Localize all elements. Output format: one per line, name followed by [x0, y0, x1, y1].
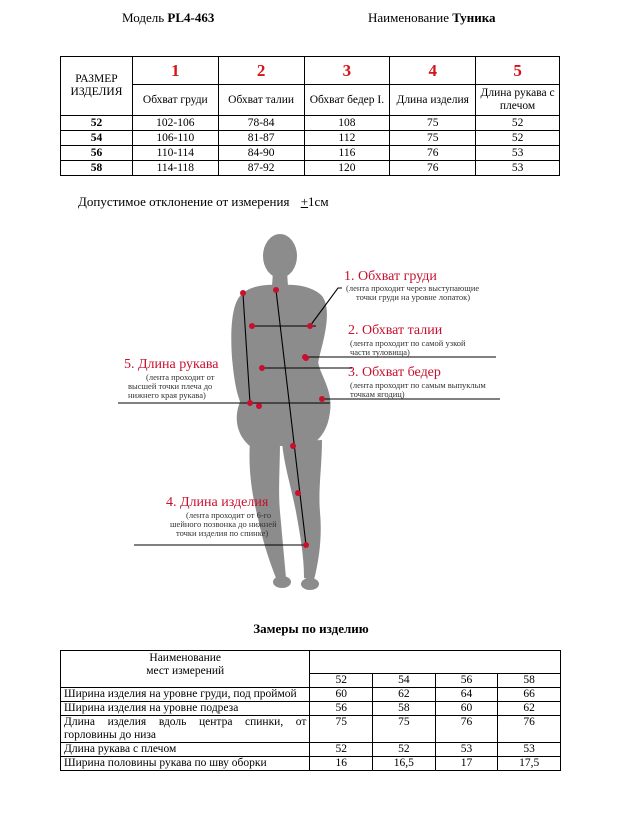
- table-row: [61, 716, 561, 743]
- size-cell: 54: [61, 131, 133, 146]
- size-cell: 56: [61, 146, 133, 161]
- value-cell: 114-118: [132, 161, 218, 176]
- value-cell: 78-84: [218, 116, 304, 131]
- value-cell: 75: [390, 116, 476, 131]
- value-cell: 120: [304, 161, 390, 176]
- value-cell: 110-114: [132, 146, 218, 161]
- column-number: 5: [476, 57, 560, 85]
- chest-point-left: [249, 323, 255, 329]
- measurement-value: 60: [435, 702, 498, 716]
- size-header-cell: 52: [310, 674, 373, 688]
- column-label: Длина изделия: [390, 85, 476, 116]
- hem-point: [256, 403, 262, 409]
- column-label: Обхват груди: [132, 85, 218, 116]
- table-row: [61, 116, 560, 131]
- annotation-sleeve-text: нижнего края рукава): [128, 390, 206, 400]
- name-header-line: мест измерений: [146, 665, 225, 677]
- measurement-value: 62: [373, 688, 436, 702]
- measurement-value: 53: [435, 743, 498, 757]
- column-number: 1: [132, 57, 218, 85]
- column-number: 2: [218, 57, 304, 85]
- column-label: Обхват бедер I.: [304, 85, 390, 116]
- annotation-sleeve-text: (лента проходит от: [146, 372, 215, 382]
- measurement-value: 66: [498, 688, 561, 702]
- annotation-waist-text: (лента проходит по самой узкой: [350, 338, 466, 348]
- plus-minus-sign: +: [300, 194, 309, 209]
- measurement-value: 64: [435, 688, 498, 702]
- value-cell: 81-87: [218, 131, 304, 146]
- shoulder-point: [240, 290, 246, 296]
- measurement-value: 76: [498, 716, 561, 743]
- column-number: 4: [390, 57, 476, 85]
- measurement-name: Длина изделия вдоль центра спинки, от горловины до низа: [61, 716, 310, 743]
- name-header-line: Наименование: [149, 652, 222, 664]
- table-row: [61, 131, 560, 146]
- annotation-chest-title: 1. Обхват груди: [344, 269, 437, 284]
- tolerance-value: 1см: [308, 194, 329, 209]
- measurement-value: 16: [310, 757, 373, 771]
- sizes-header-blank: [310, 651, 561, 674]
- measurements-table: [60, 650, 561, 771]
- measurement-value: 53: [498, 743, 561, 757]
- product-name-line: [368, 10, 496, 26]
- annotation-hips-text: точкам ягодиц): [350, 389, 405, 399]
- measurement-value: 17,5: [498, 757, 561, 771]
- value-cell: 76: [390, 146, 476, 161]
- table-row: [61, 146, 560, 161]
- model-label: Модель: [122, 10, 165, 25]
- size-header-cell: 54: [373, 674, 436, 688]
- annotation-length-title: 4. Длина изделия: [166, 495, 269, 510]
- value-cell: 112: [304, 131, 390, 146]
- measurement-value: 62: [498, 702, 561, 716]
- size-cell: 52: [61, 116, 133, 131]
- annotation-length-text: (лента проходит от 6-го: [186, 510, 272, 520]
- size-header: РАЗМЕР ИЗДЕЛИЯ: [61, 57, 133, 116]
- annotation-chest-text: точки груди на уровне лопаток): [356, 292, 471, 302]
- sleeve-end-point: [247, 400, 253, 406]
- measurement-value: 52: [310, 743, 373, 757]
- measurement-name: Ширина изделия на уровне груди, под проймой: [61, 688, 310, 702]
- size-header-cell: 56: [435, 674, 498, 688]
- annotation-hips-title: 3. Обхват бедер: [348, 365, 441, 380]
- measurement-value: 52: [373, 743, 436, 757]
- measurements-section-title: Замеры по изделию: [253, 621, 369, 636]
- value-cell: 76: [390, 161, 476, 176]
- annotation-length-text: точки изделия по спинке): [176, 528, 269, 538]
- annotation-sleeve-title: 5. Длина рукава: [124, 357, 219, 372]
- size-table: [60, 56, 560, 176]
- product-name-label: Наименование: [368, 10, 449, 25]
- value-cell: 108: [304, 116, 390, 131]
- measurement-value: 17: [435, 757, 498, 771]
- measurement-value: 60: [310, 688, 373, 702]
- value-cell: 84-90: [218, 146, 304, 161]
- table-row: [61, 702, 561, 716]
- annotation-length-text: шейного позвонка до нижней: [170, 519, 277, 529]
- annotation-hips-text: (лента проходит по самым выпуклым: [350, 380, 486, 390]
- annotation-chest-text: (лента проходит через выступающие: [346, 283, 480, 293]
- neck-point: [273, 287, 279, 293]
- value-cell: 106-110: [132, 131, 218, 146]
- body-measurement-figure: [110, 228, 510, 598]
- measurement-name: Ширина половины рукава по шву оборки: [61, 757, 310, 771]
- product-name-value: Туника: [452, 10, 496, 25]
- value-cell: 53: [476, 146, 560, 161]
- knee-point: [290, 443, 296, 449]
- value-cell: 52: [476, 116, 560, 131]
- measurement-value: 16,5: [373, 757, 436, 771]
- measurement-value: 58: [373, 702, 436, 716]
- column-label: Длина рукава с плечом: [476, 85, 560, 116]
- annotation-waist-title: 2. Обхват талии: [348, 323, 443, 338]
- measurements-name-header: [61, 651, 310, 688]
- value-cell: 52: [476, 131, 560, 146]
- measurement-value: 75: [310, 716, 373, 743]
- column-number: 3: [304, 57, 390, 85]
- model-value: PL4-463: [167, 10, 215, 25]
- hips-point-right: [303, 355, 309, 361]
- value-cell: 102-106: [132, 116, 218, 131]
- measurement-value: 75: [373, 716, 436, 743]
- table-row: [61, 743, 561, 757]
- value-cell: 75: [390, 131, 476, 146]
- hips-side-point: [319, 396, 325, 402]
- length-end-point: [303, 542, 309, 548]
- annotation-waist-text: части туловища): [350, 347, 410, 357]
- model-line: [122, 10, 214, 26]
- table-row: [61, 688, 561, 702]
- chest-point-right: [307, 323, 313, 329]
- annotation-sleeve-text: высшей точки плеча до: [128, 381, 213, 391]
- tolerance-text: Допустимое отклонение от измерения: [78, 194, 290, 209]
- column-label: Обхват талии: [218, 85, 304, 116]
- hips-point-left: [259, 365, 265, 371]
- measurement-value: 56: [310, 702, 373, 716]
- value-cell: 87-92: [218, 161, 304, 176]
- table-row: [61, 757, 561, 771]
- measurement-name: Длина рукава с плечом: [61, 743, 310, 757]
- size-header-cell: 58: [498, 674, 561, 688]
- calf-point: [295, 490, 301, 496]
- table-row: [61, 161, 560, 176]
- value-cell: 116: [304, 146, 390, 161]
- value-cell: 53: [476, 161, 560, 176]
- tolerance-note: [78, 194, 329, 210]
- measurement-value: 76: [435, 716, 498, 743]
- size-cell: 58: [61, 161, 133, 176]
- measurement-name: Ширина изделия на уровне подреза: [61, 702, 310, 716]
